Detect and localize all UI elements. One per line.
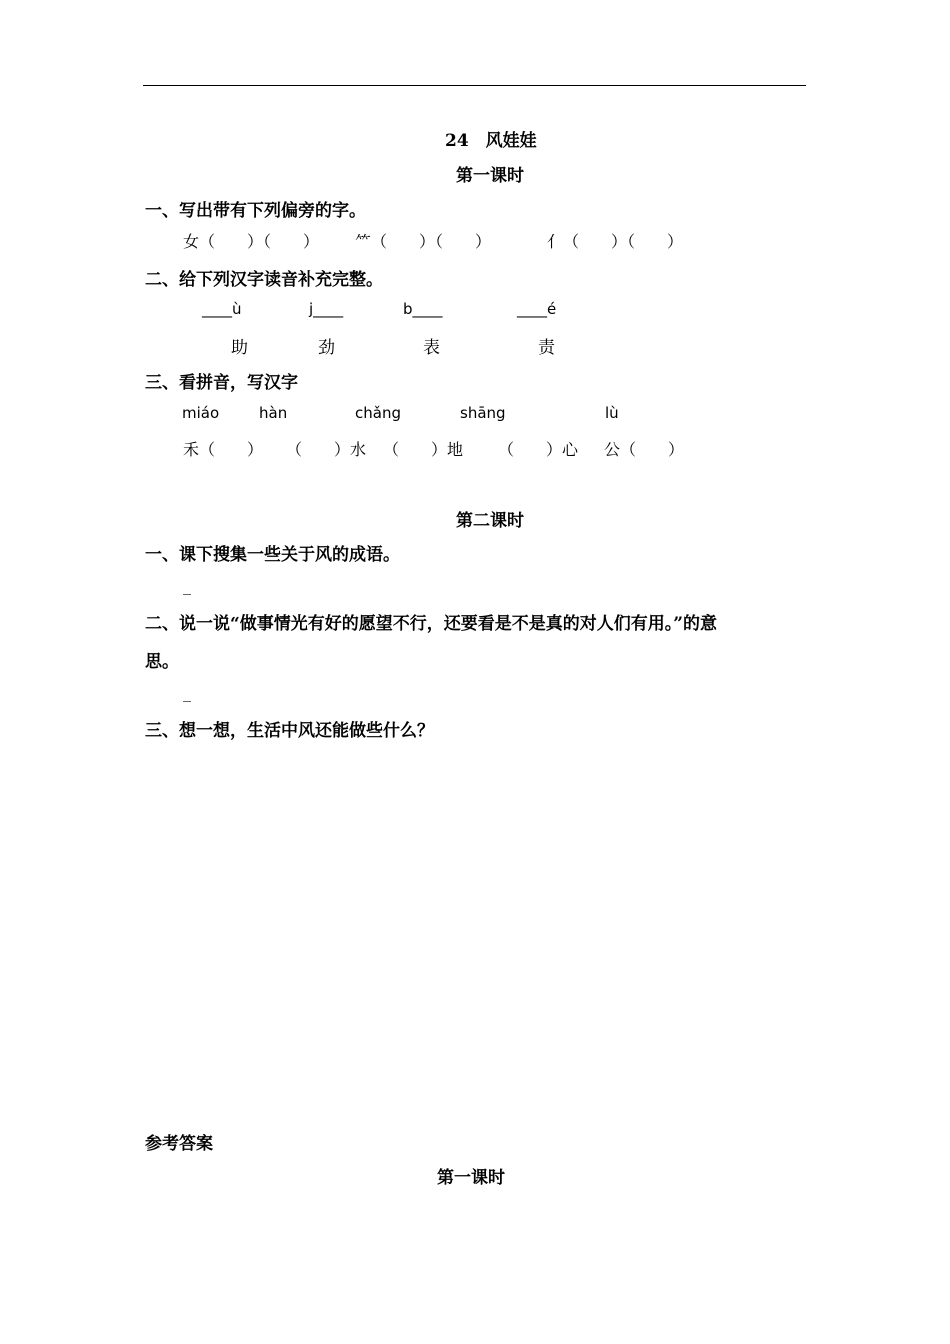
lesson1-question-3: 三、看拼音，写汉字	[145, 373, 298, 393]
radical-item-2: ⺮（ ）（ ）	[355, 232, 492, 251]
lesson1-question-1: 一、写出带有下列偏旁的字。	[145, 201, 366, 221]
pinyin-3: chǎng	[355, 404, 401, 422]
radical-item-1: 女（ ）（ ）	[183, 232, 320, 251]
word-item-1: 禾（ ）	[183, 440, 264, 459]
char-4: 责	[538, 338, 555, 358]
lesson2-question-2-line2: 思。	[145, 652, 179, 672]
lesson2-heading: 第二课时	[456, 511, 524, 531]
char-3: 表	[423, 338, 440, 358]
char-1: 助	[231, 338, 248, 358]
pinyin-1: miáo	[182, 404, 220, 422]
header-rule	[143, 85, 806, 86]
word-item-4: （ ）心	[498, 440, 579, 459]
pinyin-blank-2: j____	[309, 300, 344, 318]
radical-item-3: 亻（ ）（ ）	[547, 232, 684, 251]
pinyin-2: hàn	[259, 404, 288, 422]
pinyin-blank-4: ____é	[517, 300, 557, 318]
char-2: 劲	[318, 338, 335, 358]
page-title: 24 风娃娃	[445, 131, 537, 151]
answers-heading: 参考答案	[145, 1134, 213, 1154]
pinyin-blank-1: ____ù	[202, 300, 242, 318]
answer-blank-1: _	[183, 576, 191, 595]
word-item-2: （ ）水	[286, 440, 367, 459]
lesson2-question-1: 一、课下搜集一些关于风的成语。	[145, 545, 400, 565]
pinyin-5: lù	[605, 404, 619, 422]
word-item-5: 公（ ）	[604, 440, 685, 459]
lesson1-question-2: 二、给下列汉字读音补充完整。	[145, 270, 383, 290]
lesson2-question-3: 三、想一想，生活中风还能做些什么？	[145, 721, 434, 741]
lesson2-question-2-line1: 二、说一说“做事情光有好的愿望不行，还要看是不是真的对人们有用。”的意	[145, 614, 718, 634]
answer-blank-2: _	[183, 683, 191, 702]
answers-lesson1-heading: 第一课时	[437, 1168, 505, 1188]
lesson1-heading: 第一课时	[456, 166, 524, 186]
pinyin-4: shāng	[460, 404, 506, 422]
word-item-3: （ ）地	[383, 440, 464, 459]
pinyin-blank-3: b____	[403, 300, 443, 318]
